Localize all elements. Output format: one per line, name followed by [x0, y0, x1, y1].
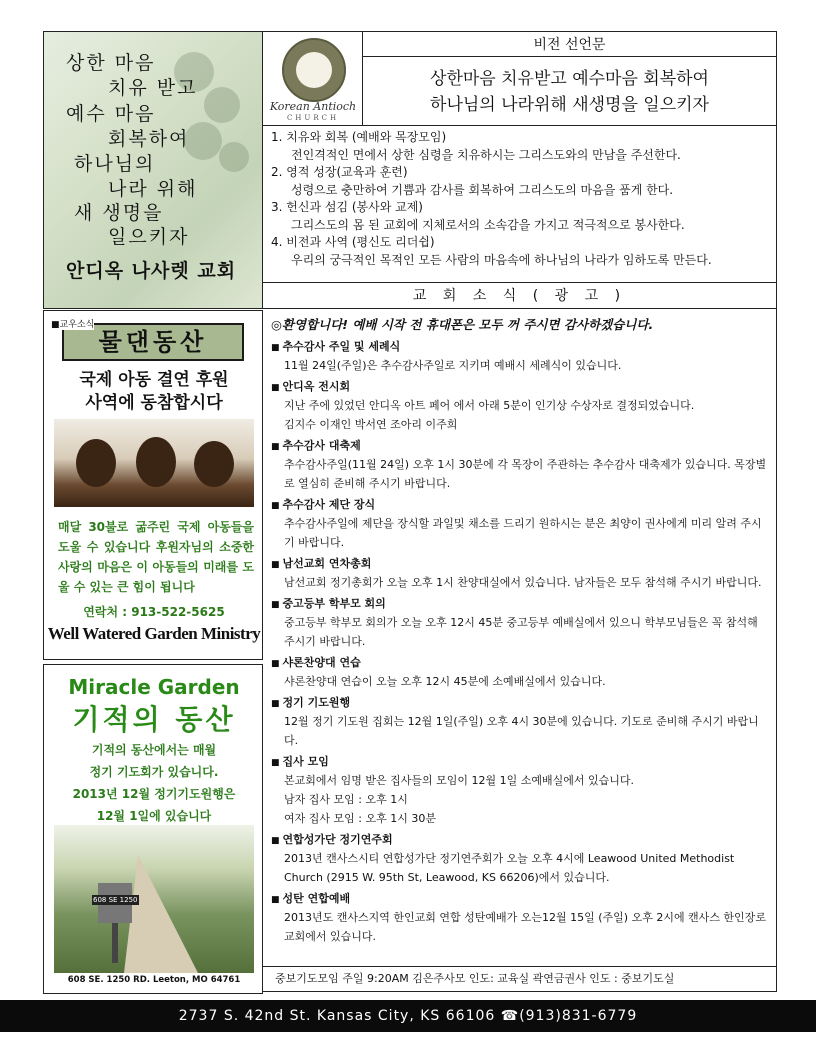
news-item-title-text: 샤론찬양대 연습: [282, 656, 361, 669]
mg-address: 608 SE. 1250 RD. Leeton, MO 64761: [67, 975, 241, 985]
news-item-title: [271, 438, 770, 455]
news-item-title-text: 중고등부 학부모 회의: [282, 597, 386, 610]
news-item-title: [271, 339, 770, 356]
child-figure: [76, 439, 116, 487]
mg-title: Miracle Garden: [68, 675, 240, 699]
children-photo: [54, 419, 254, 507]
news-header: 교 회 소 식 ( 광 고 ): [263, 283, 777, 309]
grape-decoration: [184, 122, 222, 160]
ad1-subtitle: 국제 아동 결연 후원: [79, 370, 229, 390]
logo-emblem: [282, 38, 346, 102]
slogan-panel: [43, 31, 263, 309]
news-item-title-text: 연합성가단 정기연주회: [282, 833, 393, 846]
ad1-tag: ■교우소식: [51, 317, 94, 330]
vision-title: 비전 선언문: [363, 31, 777, 57]
mg-line: 2013년 12월 정기기도원행은: [72, 787, 236, 801]
church-name: 안디옥 나사렛 교회: [66, 260, 237, 282]
slogan-line: 치유 받고: [108, 77, 198, 99]
ad1-title: 물댄동산: [62, 323, 244, 361]
news-item-body: 지난 주에 있었던 안디옥 아트 페어 에서 아래 5분이 인기상 수상자로 결정되었습니다.: [284, 399, 695, 412]
slogan-line: 상한 마음: [66, 52, 156, 74]
news-item-body: 중고등부 학부모 회의가 오늘 오후 12시 45분 중고등부 예배실에서 있으니 학부모님들은 꼭 참석해 주시기 바랍니다.: [284, 616, 758, 648]
core-values: [263, 126, 777, 283]
bullet-icon: ■: [271, 758, 280, 768]
news-item-body: 2013년 캔사스시티 연합성가단 정기연주회가 오늘 오후 4시에 Leawood United Methodist Church (2915 W. 95th St, Leawood, KS 66206)에서 있습니다.: [284, 852, 735, 884]
slogan-line: 예수 마음: [66, 103, 156, 125]
slogan-line: 나라 위해: [108, 178, 198, 200]
value-heading: 1. 치유와 회복 (예배와 목장모임): [271, 130, 447, 144]
bullet-icon: ■: [271, 560, 280, 570]
news-item-title: [271, 891, 770, 908]
child-figure: [136, 437, 176, 487]
vision-statement: [363, 57, 777, 126]
logo-cross-icon: [296, 52, 332, 88]
value-body: 그리스도의 몸 된 교회에 지체로서의 소속감을 가지고 적극적으로 봉사한다.: [291, 217, 685, 232]
news-item-title-text: 성탄 연합예배: [282, 892, 351, 905]
slogan-line: 일으키자: [108, 226, 190, 248]
mailbox-post: [112, 923, 118, 963]
bullet-icon: ■: [271, 836, 280, 846]
ad1-brand: Well Watered Garden Ministry: [47, 624, 261, 643]
mg-line: 기적의 동산에서는 매월: [91, 743, 217, 757]
slogan-line: 회복하여: [108, 128, 190, 150]
bullet-icon: ■: [271, 699, 280, 709]
logo-sub: CHURCH: [286, 114, 340, 122]
ad1-text: 매달 30불로 굶주린 국제 아동들을 도울 수 있습니다 후원자님의 소중한 사랑의 마음은 이 아동들의 미래를 도울 수 있는 큰 힘이 됩니다: [58, 520, 254, 594]
news-item-body: 본교회에서 임명 받은 집사들의 모임이 12월 1일 소예배실에서 있습니다.: [284, 774, 634, 787]
news-item-title: [271, 695, 770, 712]
news-list: [263, 309, 777, 967]
value-body: 우리의 궁극적인 목적인 모든 사람의 마음속에 하나님의 나라가 임하도록 만든다.: [291, 252, 712, 267]
mailbox-number: 608 SE 1250: [93, 896, 138, 904]
mg-line: 정기 기도회가 있습니다.: [89, 765, 219, 779]
news-item-title-text: 집사 모임: [282, 755, 329, 768]
news-item-body: 여자 집사 모임 : 오후 1시 30분: [284, 812, 436, 825]
news-item-title-text: 추수감사 주일 및 세례식: [282, 340, 401, 353]
news-item-title: [271, 379, 770, 396]
news-item-title-text: 추수감사 대축제: [282, 439, 361, 452]
news-item-title: [271, 556, 770, 573]
news-item-body: 추수감사주일(11월 24일) 오후 1시 30분에 각 목장이 주관하는 추수감사 대축제가 있습니다. 목장별로 열심히 준비해 주시기 바랍니다.: [284, 458, 767, 490]
value-heading: 2. 영적 성장(교육과 훈련): [271, 165, 408, 179]
mailbox-icon: [93, 883, 138, 923]
slogan-line: 하나님의: [74, 153, 156, 175]
grape-decoration: [219, 142, 249, 172]
news-item-title-text: 안디옥 전시회: [282, 380, 351, 393]
bullet-icon: ■: [271, 659, 280, 669]
ad1-subtitle: 사역에 동참합시다: [85, 393, 223, 413]
news-item-body: 11월 24일(주일)은 추수감사주일로 지키며 예배시 세례식이 있습니다.: [284, 359, 622, 372]
news-item-title: [271, 497, 770, 514]
footer-address: 2737 S. 42nd St. Kansas City, KS 66106 ☎(913)831-6779: [0, 1000, 816, 1032]
news-item-body: 남자 집사 모임 : 오후 1시: [284, 793, 408, 806]
prayer-meeting-row: 중보기도모임 주일 9:20AM 김은주사모 인도: 교육실 곽연금권사 인도 : 중보기도실: [263, 967, 777, 992]
news-item-title-text: 정기 기도원행: [282, 696, 351, 709]
news-item-body: 샤론찬양대 연습이 오늘 오후 12시 45분에 소예배실에서 있습니다.: [284, 675, 606, 688]
news-item-body: 남선교회 정기총회가 오늘 오후 1시 찬양대실에서 있습니다. 남자들은 모두 참석해 주시기 바랍니다.: [284, 576, 762, 589]
logo-name: Korean Antioch: [269, 100, 357, 113]
news-item-body: 2013년도 캔사스지역 한인교회 연합 성탄예배가 오는12월 15일 (주일) 오후 2시에 캔사스 한인장로교회에서 있습니다.: [284, 911, 766, 943]
bullet-icon: ■: [271, 600, 280, 610]
bullet-icon: ■: [271, 383, 280, 393]
news-item-body: 추수감사주일에 제단을 장식할 과일및 채소를 드리기 원하시는 분은 최양이 권사에게 미리 알려 주시기 바랍니다.: [284, 517, 762, 549]
value-body: 전인격적인 면에서 상한 심령을 치유하시는 그리스도와의 만남을 주선한다.: [291, 147, 681, 162]
news-item-body: 12월 정기 기도원 집회는 12월 1일(주일) 오후 4시 30분에 있습니다. 기도로 준비해 주시기 바랍니다.: [284, 715, 759, 747]
welcome-notice: ◎환영합니다! 예배 시작 전 휴대폰은 모두 꺼 주시면 감사하겠습니다.: [271, 317, 654, 332]
miracle-garden-ad: [43, 664, 263, 994]
bullet-icon: ■: [271, 895, 280, 905]
vision-line: 하나님의 나라위해 새생명을 일으키자: [430, 95, 709, 115]
news-item-title: [271, 596, 770, 613]
vision-line: 상한마음 치유받고 예수마음 회복하여: [430, 69, 709, 89]
grape-decoration: [204, 87, 240, 123]
mg-title-kr: 기적의 동산: [72, 703, 236, 736]
news-items: [271, 339, 770, 946]
value-body: 성령으로 충만하여 기쁨과 감사를 회복하여 그리스도의 마음을 품게 한다.: [291, 182, 674, 197]
bullet-icon: ■: [271, 442, 280, 452]
mg-line: 12월 1일에 있습니다: [96, 809, 212, 823]
bullet-icon: ■: [271, 501, 280, 511]
child-figure: [194, 441, 234, 487]
news-item-title: [271, 655, 770, 672]
value-heading: 3. 헌신과 섬김 (봉사와 교제): [271, 200, 423, 214]
news-item-title-text: 남선교회 연차총회: [282, 557, 372, 570]
slogan-line: 새 생명을: [74, 202, 164, 224]
news-item-title-text: 추수감사 제단 장식: [282, 498, 376, 511]
road-shape: [124, 855, 198, 973]
bullet-icon: ■: [271, 343, 280, 353]
news-item-title: [271, 754, 770, 771]
value-heading: 4. 비전과 사역 (평신도 리더쉽): [271, 235, 435, 249]
garden-road-photo: [54, 825, 254, 973]
news-item-body: 김지수 이재인 박서연 조아리 이주희: [284, 418, 458, 431]
well-watered-ad: [43, 310, 263, 660]
church-logo: [263, 31, 363, 126]
news-item-title: [271, 832, 770, 849]
mg-text: [44, 739, 263, 827]
ad1-contact: 연락처 : 913-522-5625: [83, 605, 225, 619]
